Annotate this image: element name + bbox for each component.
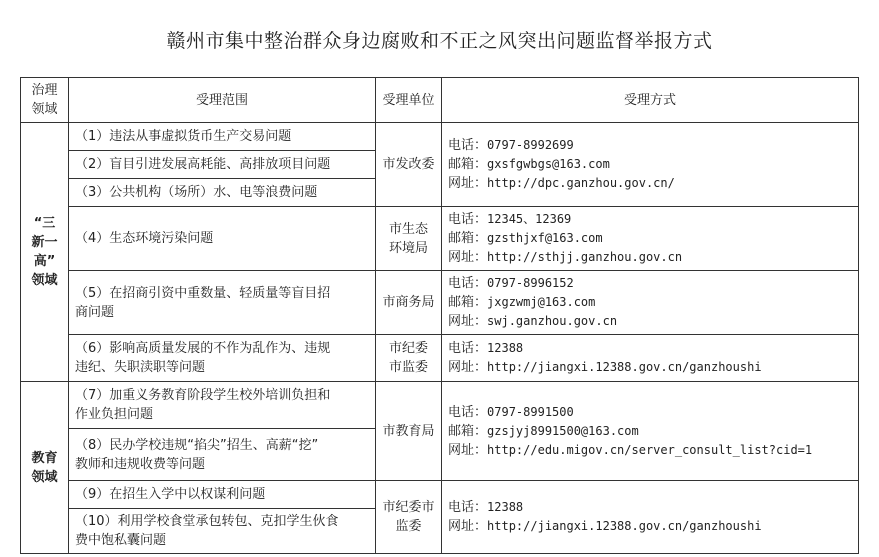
contact-web: 网址：http://edu.migov.cn/server_consult_list?cid=1 xyxy=(448,442,813,458)
unit-cell: 市商务局 xyxy=(376,271,442,335)
scope-cell: （5）在招商引资中重数量、轻质量等盲目招 商问题 xyxy=(69,271,376,335)
contact-web: 网址：swj.ganzhou.gov.cn xyxy=(448,314,618,329)
header-row xyxy=(21,78,859,123)
contact-phone: 电话：0797-8996152 xyxy=(448,276,574,291)
area-cell: “三 新一 高” 领域 xyxy=(21,123,69,382)
scope-cell: （7）加重义务教育阶段学生校外培训负担和 作业负担问题 xyxy=(69,382,376,429)
scope-cell: （9）在招生入学中以权谋利问题 xyxy=(69,481,376,509)
contact-web: 网址：http://jiangxi.12388.gov.cn/ganzhoushi xyxy=(448,519,762,534)
header-area: 治理 领域 xyxy=(21,78,69,123)
unit-cell: 市发改委 xyxy=(376,123,442,207)
contact-phone: 电话：12388 xyxy=(448,341,524,356)
scope-cell: （1）违法从事虚拟货币生产交易问题 xyxy=(69,123,376,151)
contact-email: 邮箱：gzsthjxf@163.com xyxy=(448,231,603,246)
contact-cell xyxy=(442,481,859,554)
table-row xyxy=(21,481,859,509)
contact-web: 网址：http://sthjj.ganzhou.gov.cn xyxy=(448,250,683,265)
scope-cell: （3）公共机构（场所）水、电等浪费问题 xyxy=(69,179,376,207)
scope-cell: （8）民办学校违规“掐尖”招生、高薪“挖” 教师和违规收费等问题 xyxy=(69,429,376,481)
contact-email: 邮箱：gzsjyj8991500@163.com xyxy=(448,423,639,439)
table-row xyxy=(21,271,859,335)
unit-cell: 市纪委市 监委 xyxy=(376,481,442,554)
table-row xyxy=(21,335,859,382)
contact-web: 网址：http://jiangxi.12388.gov.cn/ganzhoushi xyxy=(448,360,762,375)
scope-cell: （2）盲目引进发展高耗能、高排放项目问题 xyxy=(69,151,376,179)
page-title: 赣州市集中整治群众身边腐败和不正之风突出问题监督举报方式 xyxy=(166,30,713,52)
report-table xyxy=(20,77,859,554)
contact-email: 邮箱：jxgzwmj@163.com xyxy=(448,295,596,310)
contact-cell xyxy=(442,382,859,481)
area-cell: 教育 领域 xyxy=(21,382,69,554)
contact-cell xyxy=(442,271,859,335)
table-row xyxy=(21,207,859,271)
unit-cell: 市生态 环境局 xyxy=(376,207,442,271)
scope-cell: （6）影响高质量发展的不作为乱作为、违规 违纪、失职渎职等问题 xyxy=(69,335,376,382)
header-unit: 受理单位 xyxy=(376,78,442,123)
unit-cell: 市教育局 xyxy=(376,382,442,481)
contact-email: 邮箱：gxsfgwbgs@163.com xyxy=(448,157,610,172)
contact-phone: 电话：12388 xyxy=(448,500,524,515)
header-scope: 受理范围 xyxy=(69,78,376,123)
header-method: 受理方式 xyxy=(442,78,859,123)
table-row xyxy=(21,123,859,151)
unit-cell: 市纪委 市监委 xyxy=(376,335,442,382)
contact-cell xyxy=(442,123,859,207)
contact-phone: 电话：0797-8991500 xyxy=(448,404,574,420)
contact-cell xyxy=(442,335,859,382)
scope-cell: （10）利用学校食堂承包转包、克扣学生伙食 费中饱私囊问题 xyxy=(69,509,376,554)
scope-cell: （4）生态环境污染问题 xyxy=(69,207,376,271)
contact-cell xyxy=(442,207,859,271)
contact-web: 网址：http://dpc.ganzhou.gov.cn/ xyxy=(448,176,675,191)
contact-phone: 电话：12345、12369 xyxy=(448,212,572,227)
contact-phone: 电话：0797-8992699 xyxy=(448,138,574,153)
table-row xyxy=(21,382,859,429)
